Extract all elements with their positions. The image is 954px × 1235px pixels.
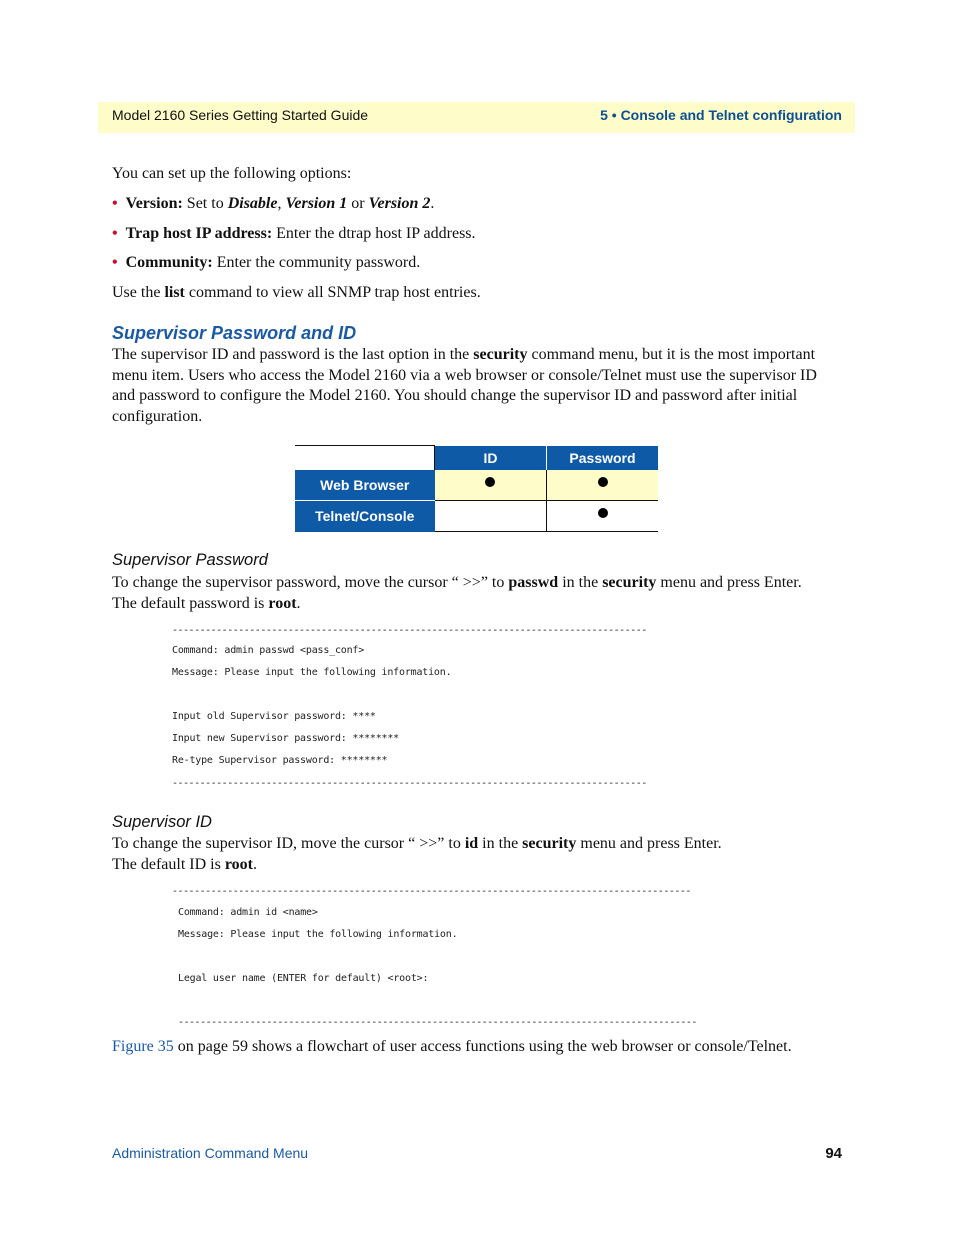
code-block-password bbox=[172, 645, 451, 777]
code-line: Command: admin id <name> bbox=[178, 907, 318, 918]
code-line: Message: Please input the following information. bbox=[178, 929, 458, 940]
code-line: Re-type Supervisor password: ******** bbox=[172, 755, 388, 766]
code-line: Legal user name (ENTER for default) <root>: bbox=[178, 973, 429, 984]
option-trap-host: • Trap host IP address: Enter the dtrap host IP address. bbox=[112, 225, 476, 242]
header-doc-title: Model 2160 Series Getting Started Guide bbox=[112, 107, 369, 123]
code-line bbox=[178, 951, 457, 973]
access-table bbox=[295, 445, 658, 532]
subsection-title-id: Supervisor ID bbox=[112, 813, 212, 831]
table-row-label: Web Browser bbox=[295, 470, 435, 501]
figure-reference: Figure 35 on page 59 shows a flowchart of user access functions using the web browser or console/Telnet. bbox=[112, 1038, 792, 1055]
bullet-icon: • bbox=[112, 225, 118, 242]
figure-35-link[interactable]: Figure 35 bbox=[112, 1038, 174, 1055]
option-version: • Version: Set to Disable, Version 1 or Version 2. bbox=[112, 195, 435, 212]
bullet-dot-icon bbox=[485, 477, 495, 487]
bullet-icon: • bbox=[112, 195, 118, 212]
password-instructions: To change the supervisor password, move the cursor “ >>” to passwd in the security menu and press Enter. The default password is root. bbox=[112, 574, 802, 612]
code-divider: ---------------------------------------------------------------------------------------------- bbox=[172, 886, 691, 897]
section-title: Supervisor Password and ID bbox=[112, 323, 357, 343]
bullet-dot-icon bbox=[598, 508, 608, 518]
code-line: Input new Supervisor password: ******** bbox=[172, 733, 399, 744]
code-line: Command: admin passwd <pass_conf> bbox=[172, 645, 365, 656]
bullet-dot-icon bbox=[598, 477, 608, 487]
code-line bbox=[172, 689, 451, 711]
subsection-title-password: Supervisor Password bbox=[112, 551, 268, 569]
id-instructions: To change the supervisor ID, move the cursor “ >>” to id in the security menu and press Enter. The default ID is root. bbox=[112, 835, 722, 873]
table-header-password: Password bbox=[547, 446, 659, 470]
code-block-id bbox=[178, 907, 457, 995]
table-row-label: Telnet/Console bbox=[295, 501, 435, 532]
table-cell bbox=[547, 501, 659, 532]
table-cell bbox=[435, 501, 547, 532]
header-chapter-title: 5 • Console and Telnet configuration bbox=[600, 107, 842, 123]
table-cell bbox=[547, 470, 659, 501]
code-divider: ---------------------------------------------------------------------------------------------- bbox=[178, 1017, 697, 1028]
bullet-icon: • bbox=[112, 254, 118, 271]
code-line: Message: Please input the following information. bbox=[172, 667, 452, 678]
table-header-id: ID bbox=[435, 446, 547, 470]
option-community: • Community: Enter the community password. bbox=[112, 254, 421, 271]
footer-section-title: Administration Command Menu bbox=[112, 1145, 309, 1161]
code-line: Input old Supervisor password: **** bbox=[172, 711, 376, 722]
table-corner-cell bbox=[295, 446, 435, 470]
list-note: Use the list command to view all SNMP trap host entries. bbox=[112, 284, 481, 301]
section-paragraph: The supervisor ID and password is the last option in the security command menu, but it is the most important menu item. Users who access the Model 2160 via a web browser or console/Telnet must use the supervisor ID and password to configure the Model 2160. You should change the supervisor ID and password after initial configuration. bbox=[112, 346, 817, 425]
intro-text: You can set up the following options: bbox=[112, 165, 352, 182]
page-number: 94 bbox=[825, 1145, 842, 1162]
code-divider: -------------------------------------------------------------------------------------- bbox=[172, 778, 647, 789]
code-divider: -------------------------------------------------------------------------------------- bbox=[172, 625, 647, 636]
table-cell bbox=[435, 470, 547, 501]
